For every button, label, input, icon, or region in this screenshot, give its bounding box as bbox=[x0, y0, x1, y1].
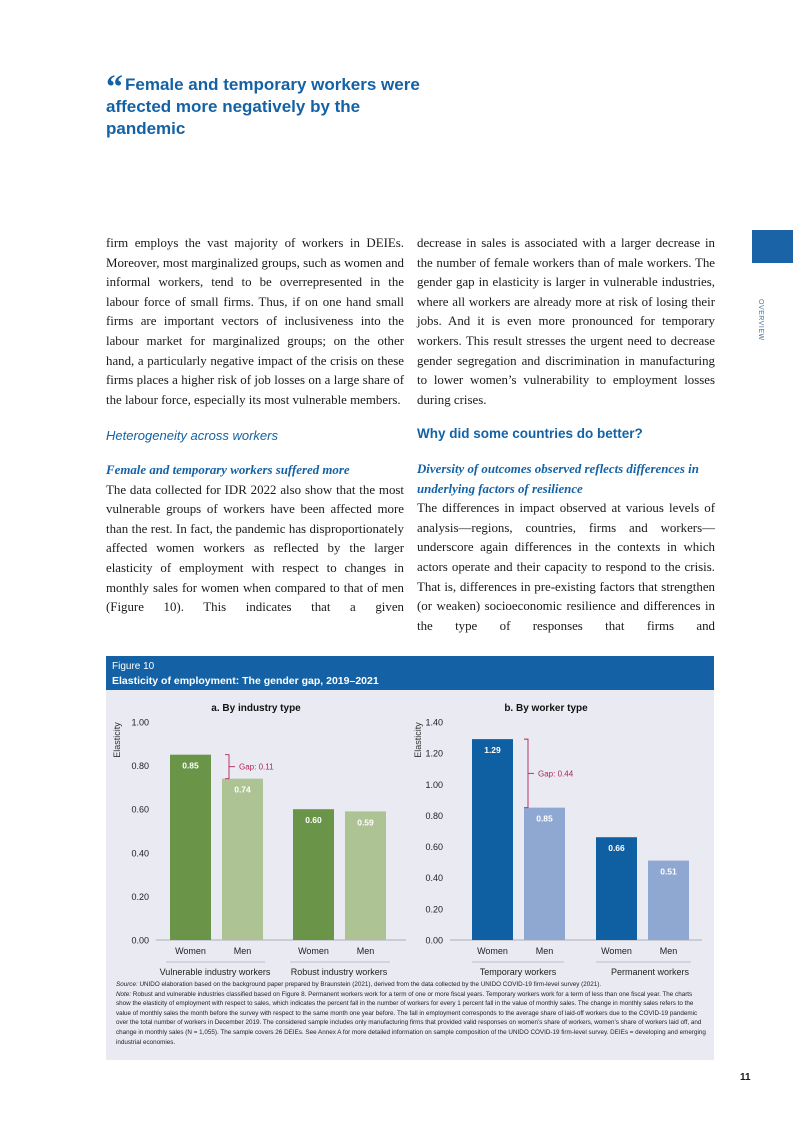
chart-0-bar bbox=[222, 779, 263, 940]
section-heading-2: Why did some countries do better? bbox=[417, 426, 643, 442]
chart-1-gap-bracket bbox=[524, 739, 528, 808]
section-tab bbox=[752, 230, 793, 263]
chart-0-ytick: 0.00 bbox=[131, 935, 149, 946]
figure-note bbox=[116, 990, 706, 1048]
chart-0-ytick: 1.00 bbox=[131, 717, 149, 728]
chart-1-value-label: 0.66 bbox=[608, 843, 625, 854]
chart-0-ytick: 0.40 bbox=[131, 848, 149, 859]
right-paragraph-2: The differences in impact observed at various levels of analysis—regions, countries, firms and workers—underscore again differences in the contexts in which actors operate and their capacity to respond to the crisis. That is, differences in pre-existing factors that strengthen (or weaken) socioeconomic resilience and differences in the type of responses that firms and bbox=[417, 501, 715, 633]
chart-0-bar bbox=[345, 811, 386, 940]
figure-title: Elasticity of employment: The gender gap, 2019–2021 bbox=[112, 675, 379, 687]
right-column bbox=[417, 234, 715, 636]
chart-1-ylabel: Elasticity bbox=[413, 722, 423, 758]
chart-0-value-label: 0.59 bbox=[357, 817, 374, 828]
chart-1-ytick: 0.60 bbox=[425, 842, 443, 853]
left-column bbox=[106, 234, 404, 618]
figure-10 bbox=[106, 656, 714, 1060]
chart-0-category-label: Men bbox=[356, 946, 375, 956]
chart-1-title: b. By worker type bbox=[504, 703, 588, 714]
chart-1-ytick: 1.00 bbox=[425, 779, 443, 790]
source-text: UNIDO elaboration based on the background paper prepared by Braunstein (2021), derived from the data collected by the UNIDO COVID-19 firm-level survey (2021). bbox=[137, 981, 602, 988]
chart-0-value-label: 0.60 bbox=[305, 815, 322, 826]
chart-0-bar bbox=[293, 809, 334, 940]
chart-0-group-label: Robust industry workers bbox=[290, 967, 388, 977]
chart-0-gap-bracket bbox=[225, 755, 229, 779]
chart-0-ytick: 0.60 bbox=[131, 804, 149, 815]
chart-1-ytick: 0.80 bbox=[425, 810, 443, 821]
chart-1-ytick: 0.20 bbox=[425, 904, 443, 915]
chart-0-gap-label: Gap: 0.11 bbox=[239, 762, 274, 772]
pull-quote bbox=[106, 69, 436, 140]
chart-0-title: a. By industry type bbox=[211, 703, 301, 714]
chart-0-ylabel: Elasticity bbox=[112, 722, 122, 758]
chart-1-category-label: Men bbox=[659, 946, 678, 956]
quote-mark-icon: “ bbox=[106, 69, 123, 106]
chart-0-ytick: 0.20 bbox=[131, 891, 149, 902]
chart-1-ytick: 0.40 bbox=[425, 873, 443, 884]
chart-1-category-label: Women bbox=[601, 946, 632, 956]
chart-1-bar bbox=[524, 808, 565, 940]
chart-1-ytick: 1.40 bbox=[425, 717, 443, 728]
section-subheading: Female and temporary workers suffered more bbox=[106, 462, 350, 477]
chart-1-value-label: 0.51 bbox=[660, 866, 677, 877]
figure-charts bbox=[106, 690, 714, 980]
chart-1-ytick: 1.20 bbox=[425, 748, 443, 759]
chart-0-category-label: Men bbox=[233, 946, 252, 956]
figure-header bbox=[106, 656, 714, 690]
section-heading: Heterogeneity across workers bbox=[106, 428, 278, 444]
pull-quote-text: Female and temporary workers were affected more negatively by the pandemic bbox=[106, 75, 420, 138]
left-paragraph-1: firm employs the vast majority of workers in DEIEs. Moreover, most marginalized groups, such as women and informal workers, tend to be overrepresented in the labour force of small firms. Thus, if on one hand small firms are important vectors of inclusiveness into the labour market for marginalized groups; on the other hand, a particularly negative impact of the crisis on these firms places a higher risk of job losses on a large share of the labour force, especially its most vulnerable members. bbox=[106, 236, 404, 407]
chart-1-group-label: Permanent workers bbox=[610, 967, 690, 977]
section-side-label: OVERVIEW bbox=[757, 299, 764, 341]
right-paragraph-1: decrease in sales is associated with a larger decrease in the number of female workers than of male workers. The gender gap in elasticity is larger in vulnerable industries, where all workers are already more at risk of losing their jobs. And it is even more pronounced for temporary workers. This result stresses the urgent need to decrease gender segregation and discrimination in manufacturing to lower women’s vulnerability to employment losses during crises. bbox=[417, 236, 715, 407]
chart-0-group-label: Vulnerable industry workers bbox=[159, 967, 271, 977]
left-paragraph-2: The data collected for IDR 2022 also show that the most vulnerable groups of workers have been affected more than the rest. In fact, the pandemic has disproportionately affected women workers as reflected by the larger elasticity of employment with respect to changes in monthly sales for women when compared to that of men (Figure 10). This indicates that a given bbox=[106, 482, 404, 615]
chart-0-category-label: Women bbox=[175, 946, 206, 956]
chart-0-ytick: 0.80 bbox=[131, 761, 149, 772]
chart-0-bar bbox=[170, 755, 211, 940]
figure-number: Figure 10 bbox=[112, 661, 155, 672]
chart-1-ytick: 0.00 bbox=[425, 935, 443, 946]
chart-0-category-label: Women bbox=[298, 946, 329, 956]
figure-source bbox=[116, 980, 706, 990]
chart-1-category-label: Women bbox=[477, 946, 508, 956]
figure-notes bbox=[116, 980, 706, 1047]
chart-1-gap-label: Gap: 0.44 bbox=[538, 769, 574, 779]
note-text: Robust and vulnerable industries classified based on Figure 8. Permanent workers work for a term of one or more fiscal years. Temporary workers work for a term of less than one fiscal year. The charts show the elasticity of employment with respect to sales, which indicates the percent fall in the number of workers for every 1 percent fall in the value of monthly sales. The change in monthly sales refers to the value of monthly sales the month before the survey with respect to the same month one year before. The fall in employment corresponds to the average share of laid-off workers due to the COVID-19 pandemic over the total number of workers in December 2019. The considered sample includes only manufacturing firms that provided valid responses on women’s share of workers, women’s share of workers laid off, and change in monthly sales (N = 1,055). The sample covers 26 DEIEs. See Annex A for more detailed information on sample composition of the UNIDO COVID-19 firm-level survey. DEIEs = developing and emerging industrial economies. bbox=[116, 990, 706, 1046]
chart-0-value-label: 0.74 bbox=[234, 784, 251, 795]
chart-1-value-label: 1.29 bbox=[484, 745, 501, 756]
note-label: Note: bbox=[116, 990, 132, 998]
chart-1-bar bbox=[472, 739, 513, 940]
page-number: 11 bbox=[740, 1072, 751, 1083]
chart-1-group-label: Temporary workers bbox=[479, 967, 557, 977]
chart-0-value-label: 0.85 bbox=[182, 760, 199, 771]
chart-1-category-label: Men bbox=[535, 946, 554, 956]
source-label: Source: bbox=[116, 981, 138, 988]
chart-1-value-label: 0.85 bbox=[536, 813, 553, 824]
section-subheading-2: Diversity of outcomes observed reflects differences in underlying factors of resilience bbox=[417, 461, 699, 496]
